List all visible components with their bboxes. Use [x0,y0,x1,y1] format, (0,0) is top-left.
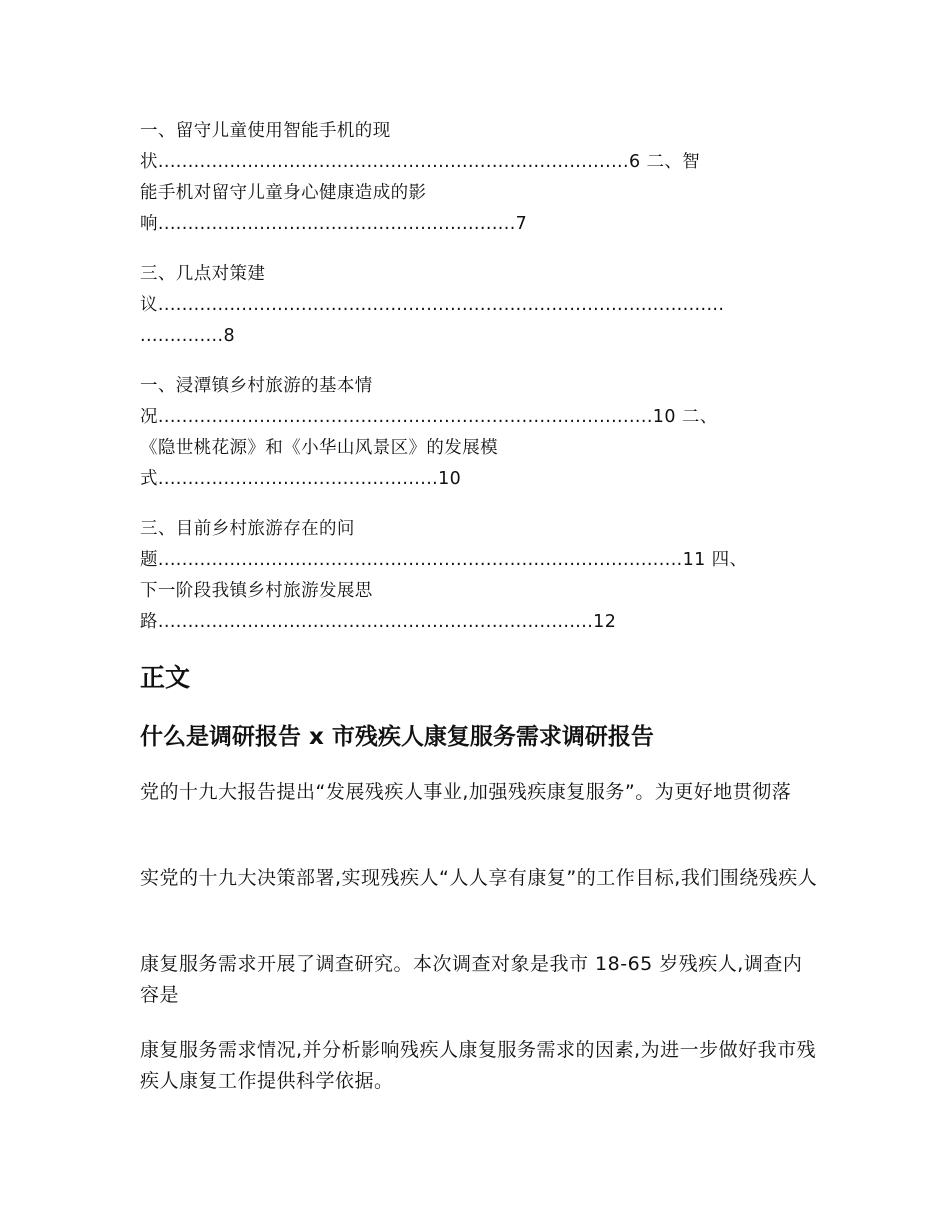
toc-group-3 [140,371,820,495]
toc-group-1 [140,116,820,240]
toc-line: 一、浸潭镇乡村旅游的基本情 [140,376,373,396]
toc-line: 路.........................................................................12 [140,612,617,632]
body-heading: 正文 [140,663,191,692]
toc-line: 三、目前乡村旅游存在的问 [140,519,355,539]
toc-line: 况...................................................................................10 二、 [140,407,718,427]
toc-line: 三、几点对策建 [140,264,266,284]
toc-line: 式...............................................10 [140,469,462,489]
body-paragraph: 康复服务需求开展了调查研究。本次调查对象是我市 18-65 岁残疾人,调查内容是 [140,953,803,1006]
toc-line: 《隐世桃花源》和《小华山风景区》的发展模 [140,438,498,458]
toc-group-4 [140,514,820,638]
toc-line: 响............................................................7 [140,214,528,234]
body-paragraph: 康复服务需求情况,并分析影响残疾人康复服务需求的因素,为进一步做好我市残疾人康复工作提供科学依据。 [140,1039,817,1092]
toc-group-2 [140,259,820,352]
body-paragraph: 党的十九大报告提出“发展残疾人事业,加强残疾康复服务”。为更好地贯彻落 [140,781,792,803]
toc-line: ..............8 [140,326,236,346]
toc-line: 一、留守儿童使用智能手机的现 [140,121,391,141]
toc-line: 议............................................................................................... [140,295,725,315]
toc-line: 下一阶段我镇乡村旅游发展思 [140,581,373,601]
toc-line: 状...............................................................................6 二、智 [140,152,701,172]
toc-line: 能手机对留守儿童身心健康造成的影 [140,183,427,203]
report-title: 什么是调研报告 x 市残疾人康复服务需求调研报告 [140,724,654,750]
toc-line: 题........................................................................................11 四、 [140,550,748,570]
table-of-contents [140,116,820,638]
body-paragraph: 实党的十九大决策部署,实现残疾人“人人享有康复”的工作目标,我们围绕残疾人 [140,867,818,889]
